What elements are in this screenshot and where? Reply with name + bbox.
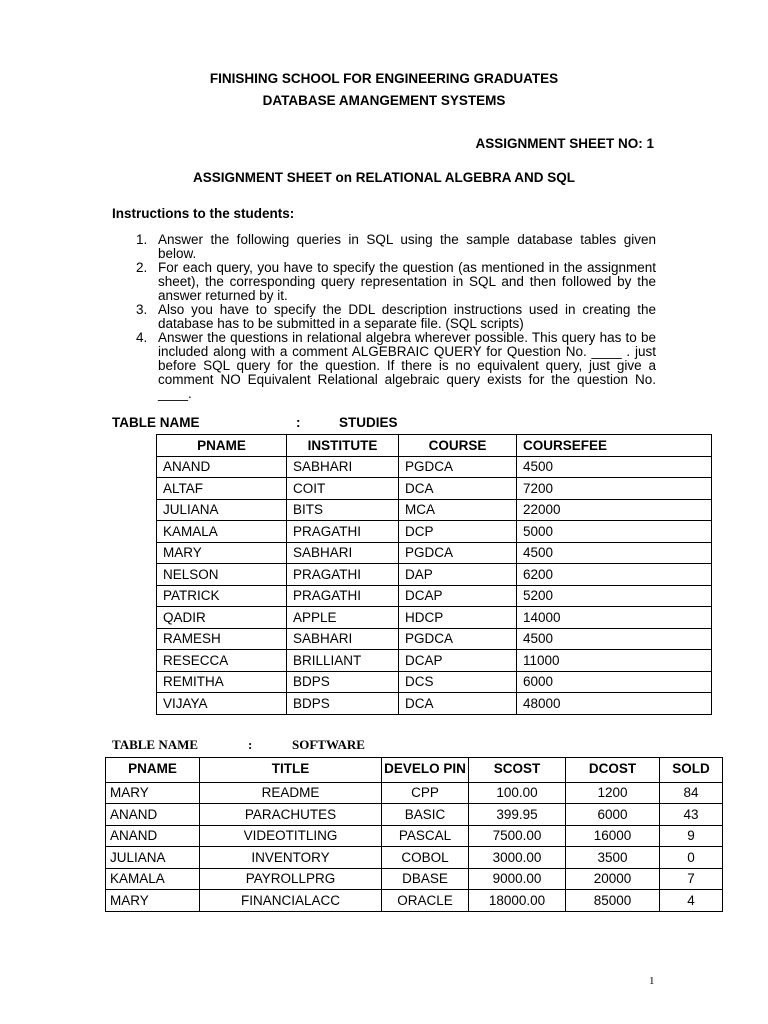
column-header: DCOST (566, 758, 660, 783)
instruction-text: Answer the questions in relational algebra wherever possible. This query has to be included along with a comment ALGEBRAIC QUERY for Question No. ____ . just before SQL query for the question. If there is no equivalent query, just give a comment NO Equivalent Relational algebraic query exists for the question No. ____. (158, 330, 656, 401)
table-row (106, 868, 723, 890)
table-cell: 18000.00 (469, 890, 566, 912)
table-cell: DBASE (382, 868, 469, 890)
table-cell: PGDCA (399, 542, 517, 564)
table-cell: COBOL (382, 847, 469, 869)
instruction-text: Also you have to specify the DDL description instructions used in creating the database has to be submitted in a separate file. (SQL scripts) (158, 302, 656, 331)
table-cell: DAP (399, 564, 517, 586)
table-cell: 43 (660, 804, 723, 826)
table-cell: JULIANA (106, 847, 200, 869)
table-row (157, 542, 712, 564)
table-cell: ORACLE (382, 890, 469, 912)
instruction-item (136, 233, 656, 261)
table-header-row (106, 758, 723, 783)
table-cell: JULIANA (157, 499, 287, 521)
table-cell: DCP (399, 521, 517, 543)
table-cell: 9000.00 (469, 868, 566, 890)
table-cell: DCAP (399, 650, 517, 672)
table-cell: QADIR (157, 607, 287, 629)
instructions-heading: Instructions to the students: (112, 206, 295, 221)
table-cell: PRAGATHI (287, 585, 399, 607)
table-cell: 4500 (517, 628, 712, 650)
table-cell: 1200 (566, 782, 660, 804)
table-row (157, 499, 712, 521)
table-cell: REMITHA (157, 671, 287, 693)
table-cell: PATRICK (157, 585, 287, 607)
column-header: INSTITUTE (287, 435, 399, 457)
table-cell: MCA (399, 499, 517, 521)
table-row (157, 478, 712, 500)
table-cell: ANAND (106, 825, 200, 847)
studies-caption-label: TABLE NAME (112, 415, 200, 430)
table-cell: 5200 (517, 585, 712, 607)
table-cell: MARY (106, 890, 200, 912)
table-cell: NELSON (157, 564, 287, 586)
column-header: PNAME (106, 758, 200, 783)
table-row (157, 564, 712, 586)
instruction-number: 1. (136, 232, 148, 247)
table-cell: VIDEOTITLING (200, 825, 382, 847)
table-cell: 4500 (517, 542, 712, 564)
table-cell: BRILLIANT (287, 650, 399, 672)
instruction-item (136, 331, 656, 401)
table-cell: 4 (660, 890, 723, 912)
table-cell: 399.95 (469, 804, 566, 826)
table-cell: PASCAL (382, 825, 469, 847)
table-cell: BDPS (287, 693, 399, 715)
table-cell: 14000 (517, 607, 712, 629)
table-cell: DCA (399, 693, 517, 715)
table-row (106, 890, 723, 912)
table-cell: HDCP (399, 607, 517, 629)
table-cell: MARY (106, 782, 200, 804)
table-row (157, 671, 712, 693)
studies-caption-separator: : (296, 415, 301, 430)
table-cell: 6200 (517, 564, 712, 586)
table-cell: 3500 (566, 847, 660, 869)
column-header: SOLD (660, 758, 723, 783)
assignment-sheet-number: ASSIGNMENT SHEET NO: 1 (475, 136, 654, 151)
table-cell: PGDCA (399, 456, 517, 478)
instruction-item (136, 261, 656, 303)
table-cell: 20000 (566, 868, 660, 890)
studies-caption-name: STUDIES (339, 415, 398, 430)
table-cell: 48000 (517, 693, 712, 715)
table-row (157, 521, 712, 543)
table-row (106, 847, 723, 869)
table-cell: RAMESH (157, 628, 287, 650)
software-table-caption (112, 737, 365, 753)
table-cell: PRAGATHI (287, 564, 399, 586)
table-cell: PAYROLLPRG (200, 868, 382, 890)
table-row (106, 804, 723, 826)
table-cell: 5000 (517, 521, 712, 543)
page-number: 1 (649, 975, 655, 987)
column-header: SCOST (469, 758, 566, 783)
table-cell: PGDCA (399, 628, 517, 650)
table-cell: SABHARI (287, 628, 399, 650)
studies-table-caption (112, 415, 398, 430)
software-caption-separator: : (248, 737, 253, 752)
software-caption-label: TABLE NAME (112, 737, 199, 752)
table-cell: ALTAF (157, 478, 287, 500)
table-row (157, 456, 712, 478)
table-cell: 11000 (517, 650, 712, 672)
table-cell: BDPS (287, 671, 399, 693)
table-cell: 7200 (517, 478, 712, 500)
table-cell: PRAGATHI (287, 521, 399, 543)
table-cell: README (200, 782, 382, 804)
studies-table (156, 434, 712, 715)
table-row (106, 782, 723, 804)
table-cell: 0 (660, 847, 723, 869)
table-row (157, 628, 712, 650)
instruction-text: Answer the following queries in SQL using the sample database tables given below. (158, 232, 656, 261)
document-title: FINISHING SCHOOL FOR ENGINEERING GRADUATES (209, 71, 559, 86)
table-cell: 7 (660, 868, 723, 890)
table-cell: 22000 (517, 499, 712, 521)
table-cell: 85000 (566, 890, 660, 912)
table-cell: BITS (287, 499, 399, 521)
table-cell: 6000 (566, 804, 660, 826)
table-cell: COIT (287, 478, 399, 500)
table-cell: RESECCA (157, 650, 287, 672)
table-cell: ANAND (106, 804, 200, 826)
table-header-row (157, 435, 712, 457)
column-header: COURSEFEE (517, 435, 712, 457)
table-row (157, 607, 712, 629)
table-cell: 4500 (517, 456, 712, 478)
software-caption-name: SOFTWARE (292, 737, 365, 752)
table-cell: DCAP (399, 585, 517, 607)
table-row (157, 585, 712, 607)
assignment-subtitle: ASSIGNMENT SHEET on RELATIONAL ALGEBRA AND SQL (192, 170, 575, 185)
table-cell: 6000 (517, 671, 712, 693)
table-cell: FINANCIALACC (200, 890, 382, 912)
table-cell: SABHARI (287, 542, 399, 564)
instruction-number: 2. (136, 260, 148, 275)
table-cell: ANAND (157, 456, 287, 478)
table-cell: 7500.00 (469, 825, 566, 847)
column-header: COURSE (399, 435, 517, 457)
column-header: DEVELO PIN (382, 758, 469, 783)
table-cell: BASIC (382, 804, 469, 826)
table-cell: CPP (382, 782, 469, 804)
table-cell: 100.00 (469, 782, 566, 804)
table-row (157, 650, 712, 672)
table-cell: APPLE (287, 607, 399, 629)
table-cell: DCS (399, 671, 517, 693)
table-cell: DCA (399, 478, 517, 500)
table-cell: KAMALA (106, 868, 200, 890)
table-cell: 84 (660, 782, 723, 804)
table-row (157, 693, 712, 715)
instruction-text: For each query, you have to specify the question (as mentioned in the assignment sheet), the corresponding query representation in SQL and then followed by the answer returned by it. (158, 260, 656, 303)
table-cell: KAMALA (157, 521, 287, 543)
instructions-list (136, 233, 656, 401)
table-cell: 3000.00 (469, 847, 566, 869)
table-cell: SABHARI (287, 456, 399, 478)
table-cell: 16000 (566, 825, 660, 847)
table-cell: VIJAYA (157, 693, 287, 715)
table-row (106, 825, 723, 847)
table-cell: MARY (157, 542, 287, 564)
document-subject: DATABASE AMANGEMENT SYSTEMS (262, 93, 506, 108)
table-cell: 9 (660, 825, 723, 847)
table-cell: PARACHUTES (200, 804, 382, 826)
table-cell: INVENTORY (200, 847, 382, 869)
instruction-item (136, 303, 656, 331)
instruction-number: 4. (136, 330, 148, 345)
instruction-number: 3. (136, 302, 148, 317)
column-header: PNAME (157, 435, 287, 457)
column-header: TITLE (200, 758, 382, 783)
software-table (105, 757, 723, 912)
